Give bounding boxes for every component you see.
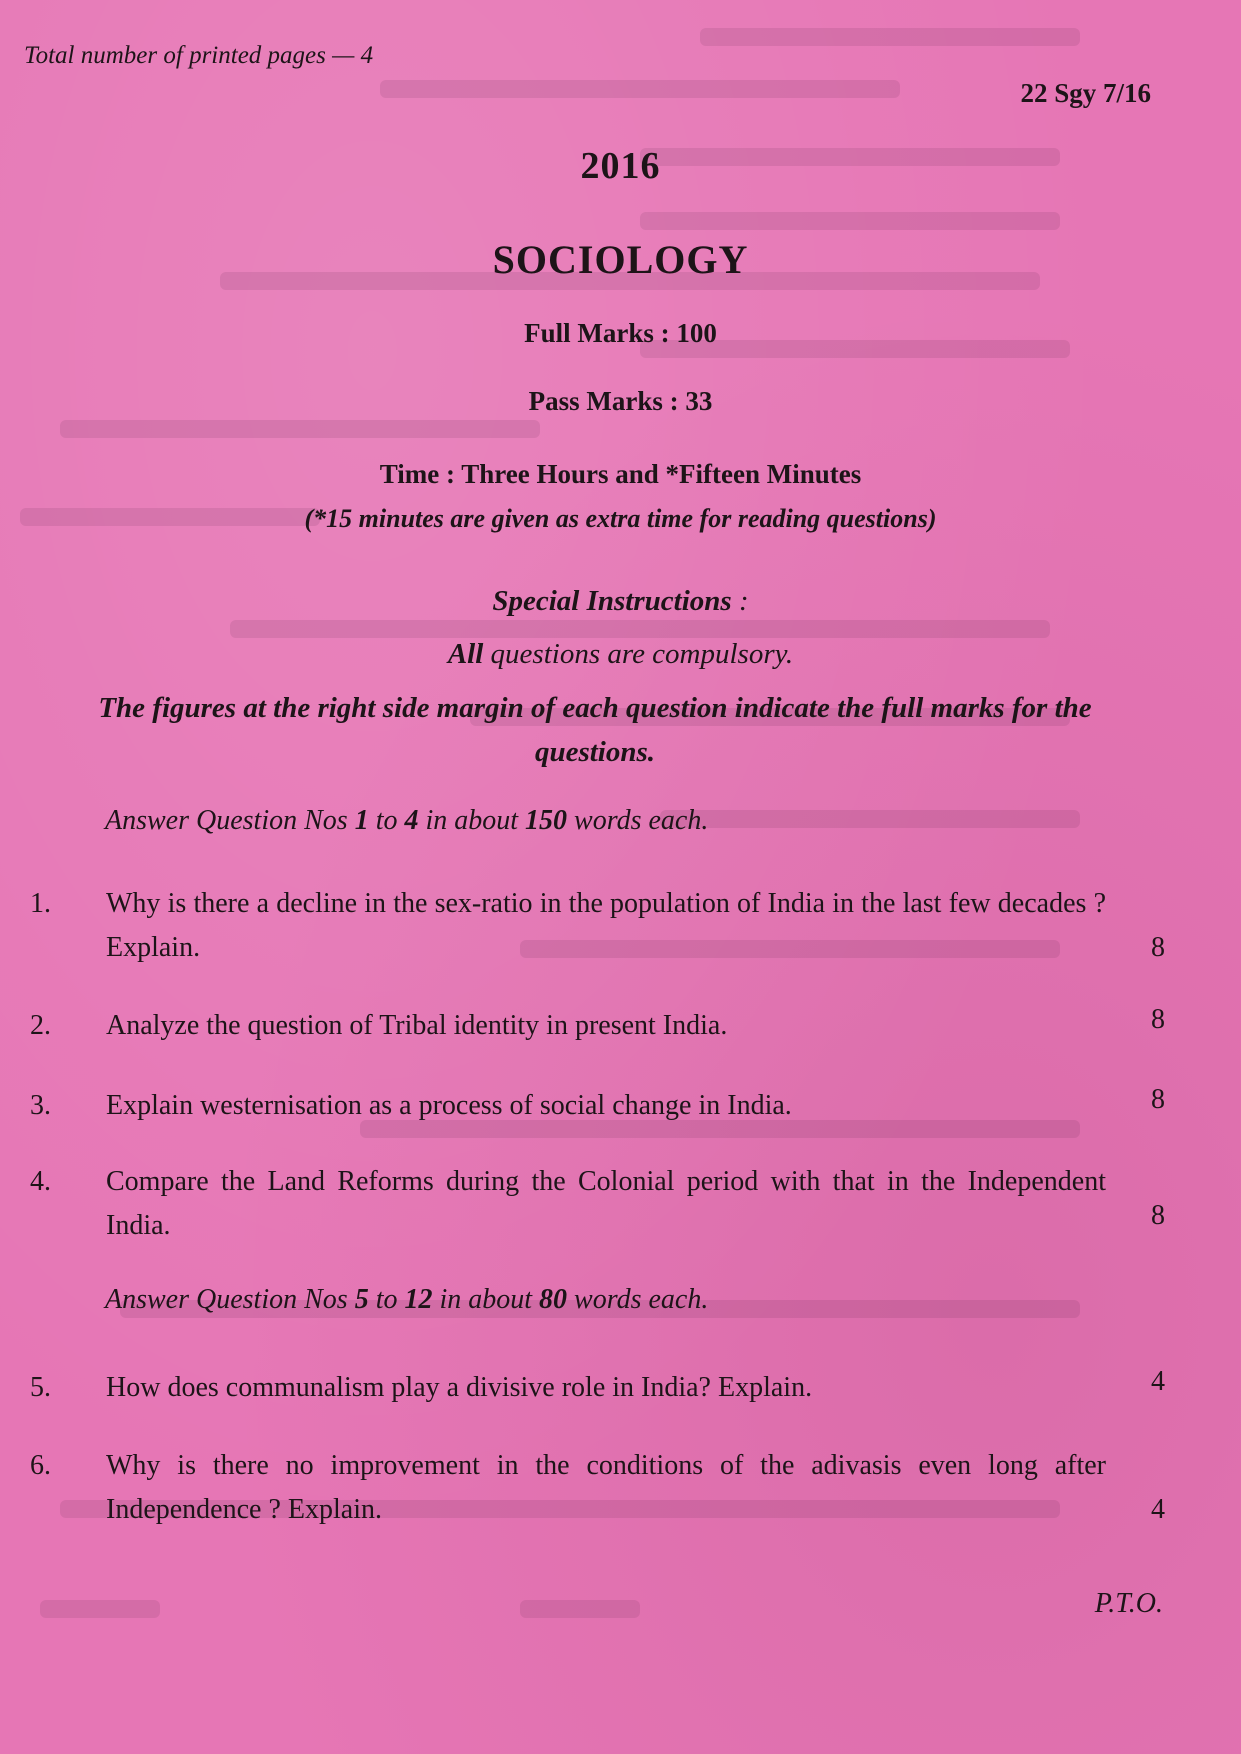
- question-marks: 4: [1151, 1494, 1165, 1525]
- pass-marks: Pass Marks : 33: [528, 386, 713, 416]
- question-text: Compare the Land Reforms during the Colonial period with that in the Independent India.: [106, 1166, 1106, 1241]
- question-marks: 8: [1151, 1200, 1165, 1231]
- question-text: Why is there no improvement in the conditions of the adivasis even long after Independence ? Explain.: [106, 1450, 1106, 1525]
- question-text: How does communalism play a divisive role in India? Explain.: [106, 1372, 813, 1403]
- question-marks: 8: [1151, 1004, 1165, 1035]
- section-mid: to: [368, 1284, 405, 1315]
- section-mid2: in about: [432, 1284, 540, 1315]
- question-2: [30, 1004, 1165, 1048]
- exam-year: 2016: [580, 145, 661, 187]
- question-text: Analyze the question of Tribal identity in present India.: [106, 1010, 728, 1041]
- question-number: 3.: [30, 1090, 51, 1121]
- section-heading-1: [105, 805, 708, 837]
- subject-title: SOCIOLOGY: [492, 237, 749, 282]
- marks-margin-note: The figures at the right side margin of each question indicate the full marks for the questions.: [98, 692, 1092, 768]
- question-marks: 8: [1151, 1084, 1165, 1115]
- section-from: 5: [354, 1284, 369, 1315]
- special-instructions-heading: [0, 585, 1241, 618]
- section-to: 12: [404, 1284, 433, 1315]
- time-note: (*15 minutes are given as extra time for reading questions): [304, 504, 937, 533]
- question-number: 6.: [30, 1450, 51, 1481]
- section-prefix: Answer Question Nos: [105, 805, 355, 836]
- special-instructions-colon: :: [731, 585, 749, 617]
- special-instructions-label: Special Instructions: [492, 585, 732, 617]
- question-text: Why is there a decline in the sex-ratio in the population of India in the last few decades ? Explain.: [106, 888, 1106, 963]
- question-marks: 8: [1151, 932, 1165, 963]
- section-prefix: Answer Question Nos: [105, 1284, 355, 1315]
- question-number: 4.: [30, 1166, 51, 1197]
- section-heading-2: [105, 1284, 708, 1316]
- question-3: [30, 1084, 1165, 1128]
- section-suffix: words each.: [567, 1284, 709, 1315]
- section-to: 4: [404, 805, 419, 836]
- question-1: [30, 882, 1165, 970]
- section-words: 150: [525, 805, 568, 836]
- section-mid: to: [368, 805, 405, 836]
- total-pages-note: Total number of printed pages — 4: [24, 42, 374, 69]
- full-marks: Full Marks : 100: [524, 318, 717, 348]
- question-marks: 4: [1151, 1366, 1165, 1397]
- paper-code: 22 Sgy 7/16: [1020, 78, 1151, 108]
- section-mid2: in about: [418, 805, 526, 836]
- section-words: 80: [539, 1284, 568, 1315]
- all-word: All: [447, 638, 484, 670]
- question-number: 2.: [30, 1010, 51, 1041]
- section-from: 1: [354, 805, 369, 836]
- please-turn-over: P.T.O.: [1094, 1588, 1163, 1619]
- question-5: [30, 1366, 1165, 1410]
- question-text: Explain westernisation as a process of social change in India.: [106, 1090, 792, 1121]
- all-compulsory-note: [0, 638, 1241, 671]
- section-suffix: words each.: [567, 805, 709, 836]
- exam-time: Time : Three Hours and *Fifteen Minutes: [379, 459, 862, 489]
- question-4: [30, 1160, 1165, 1248]
- question-number: 5.: [30, 1372, 51, 1403]
- question-number: 1.: [30, 888, 51, 919]
- question-6: [30, 1444, 1165, 1532]
- compulsory-rest: questions are compulsory.: [483, 638, 794, 670]
